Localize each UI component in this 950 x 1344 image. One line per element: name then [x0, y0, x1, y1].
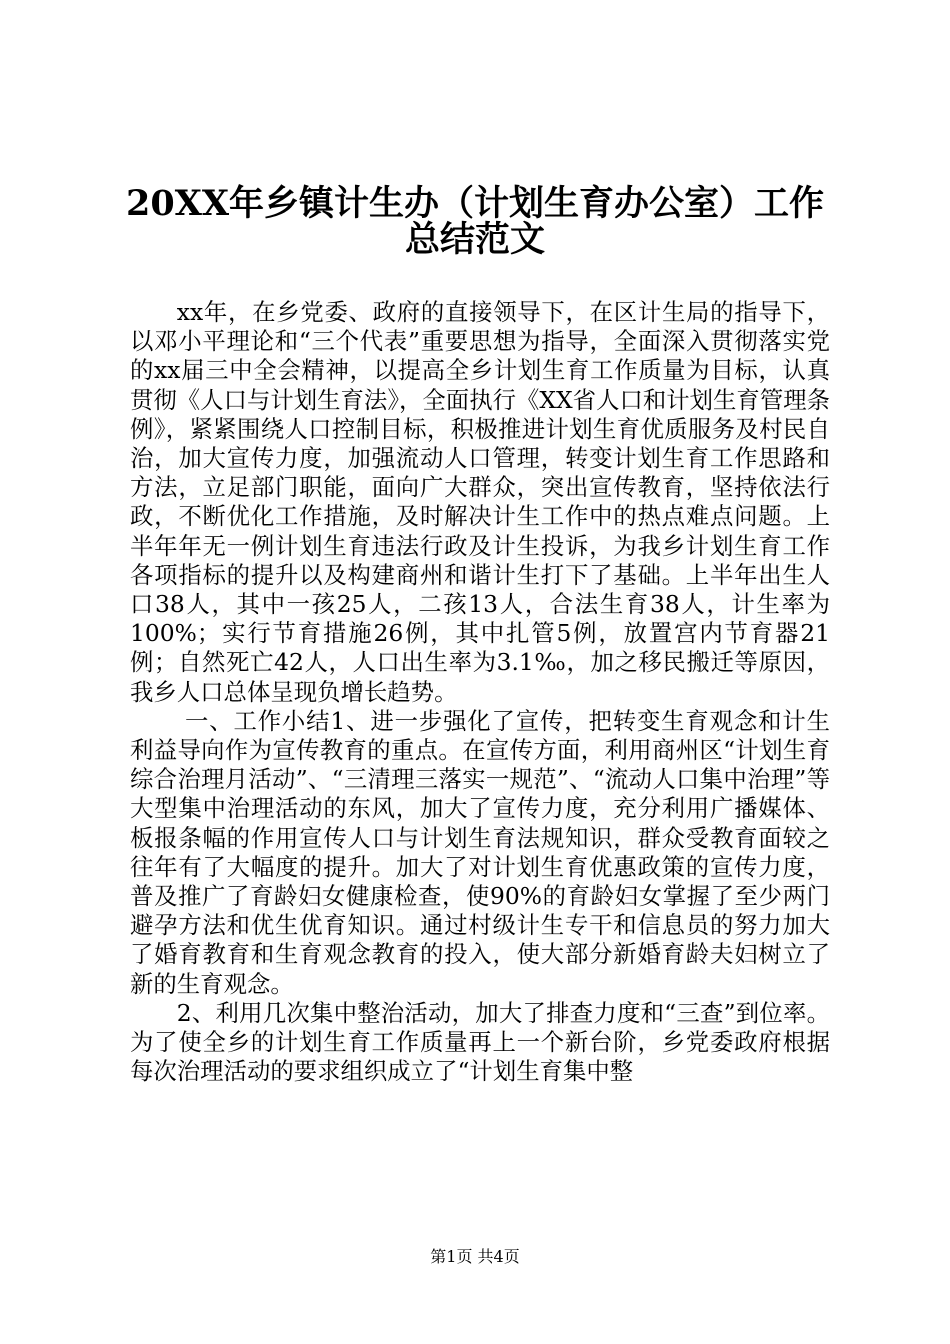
body-paragraph: 2、利用几次集中整治活动，加大了排查力度和“三查”到位率。为了使全乡的计划生育工作质量再上一个新台阶，乡党委政府根据每次治理活动的要求组织成立了“计划生育集中整	[130, 998, 830, 1086]
body-paragraph: xx年，在乡党委、政府的直接领导下，在区计生局的指导下，以邓小平理论和“三个代表”重要思想为指导，全面深入贯彻落实党的xx届三中全会精神，以提高全乡计划生育工作质量为目标，认真贯彻《人口与计划生育法》，全面执行《XX省人口和计划生育管理条例》，紧紧围绕人口控制目标，积极推进计划生育优质服务及村民自治，加大宣传力度，加强流动人口管理，转变计划生育工作思路和方法，立足部门职能，面向广大群众，突出宣传教育，坚持依法行政，不断优化工作措施，及时解决计生工作中的热点难点问题。上半年年无一例计划生育违法行政及计生投诉，为我乡计划生育工作各项指标的提升以及构建商州和谐计生打下了基础。上半年出生人口38人，其中一孩25人，二孩13人，合法生育38人，计生率为100%；实行节育措施26例，其中扎管5例，放置宫内节育器21例；自然死亡42人，人口出生率为3.1‰，加之移民搬迁等原因，我乡人口总体呈现负增长趋势。	[130, 298, 830, 706]
page-number-footer: 第1页 共4页	[430, 1247, 520, 1266]
document-title-line-1: 20XX年乡镇计生办（计划生育办公室）工作	[125, 183, 825, 224]
document-body	[130, 298, 830, 1086]
body-paragraph: 一、工作小结1、进一步强化了宣传，把转变生育观念和计生利益导向作为宣传教育的重点。在宣传方面，利用商州区“计划生育综合治理月活动”、“三清理三落实一规范”、“流动人口集中治理”等大型集中治理活动的东风，加大了宣传力度，充分利用广播媒体、板报条幅的作用宣传人口与计划生育法规知识，群众受教育面较之往年有了大幅度的提升。加大了对计划生育优惠政策的宣传力度，普及推广了育龄妇女健康检查，使90%的育龄妇女掌握了至少两门避孕方法和优生优育知识。通过村级计生专干和信息员的努力加大了婚育教育和生育观念教育的投入，使大部分新婚育龄夫妇树立了新的生育观念。	[130, 706, 830, 998]
document-title-line-2: 总结范文	[404, 219, 545, 260]
